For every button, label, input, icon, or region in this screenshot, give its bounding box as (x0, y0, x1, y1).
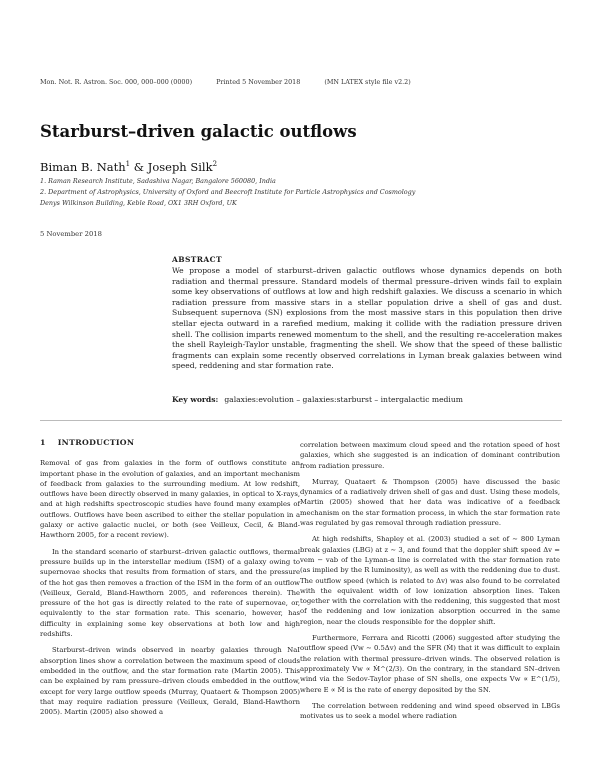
paragraph: At high redshifts, Shapley et al. (2003) studied a set of ∼ 800 Lyman break galaxies (LBG) at z ∼ 3, and found that the doppler shift speed Δv = vem − vab of the Lyman-α line is correlated with the star formation rate (as implied by the R luminosity), as well as with the reddening due to dust. The outflow speed (which is related to Δv) was also found to be correlated with the equivalent width of low ionization absorption lines. Taken together with the correlation with the reddening, this suggested that most of the reddening and low ionization absorption occurred in the same region, near the clouds responsible for the doppler shift. (300, 535, 560, 626)
section-title: INTRODUCTION (57, 438, 135, 447)
paragraph: correlation between maximum cloud speed and the rotation speed of host galaxies, which she suggested is an indication of dominant contribution from radiation pressure. (300, 441, 560, 470)
running-header (40, 78, 560, 86)
submission-date: 5 November 2018 (40, 230, 102, 238)
keywords-label: Key words: (172, 395, 219, 404)
divider (40, 420, 562, 421)
abstract-body: We propose a model of starburst–driven galactic outflows whose dynamics depends on both radiation and thermal pressure. Standard models of thermal pressure–driven winds fail to explain some key observations of outflows at low and high redshift galaxies. We discuss a scenario in which radiation pressure from massive stars in a stellar population drive a shell of gas and dust. Subsequent supernova (SN) explosions from the most massive stars in this population then drive stellar ejecta outward in a rarefied medium, making it collide with the radiation pressure driven shell. The collision imparts renewed momentum to the shell, and the resulting re-acceleration makes the shell Rayleigh-Taylor unstable, fragmenting the shell. We show that the speed of these ballistic fragments can explain some recently observed correlations in Lyman break galaxies between wind speed, reddening and star formation rate. (172, 266, 562, 371)
paragraph: The correlation between reddening and wind speed observed in LBGs motivates us to seek a model where radiation (300, 701, 560, 721)
journal-citation: Mon. Not. R. Astron. Soc. 000, 000–000 (0000) (40, 78, 193, 86)
author-name: Biman B. Nath (40, 160, 126, 174)
abstract (172, 255, 562, 372)
author-affil-mark: 2 (212, 160, 218, 169)
affiliation-line: Denys Wilkinson Building, Keble Road, OX1 3RH Oxford, UK (40, 199, 237, 207)
author-name: Joseph Silk (147, 160, 213, 174)
abstract-heading: ABSTRACT (172, 255, 222, 264)
keywords (172, 395, 562, 404)
affiliation-line: 2. Department of Astrophysics, University of Oxford and Beecroft Institute for Particle Astrophysics and Cosmology (40, 188, 416, 196)
right-column (300, 440, 560, 727)
paragraph: Furthermore, Ferrara and Ricotti (2006) suggested after studying the outflow speed (Vw ∼ 0.5Δv) and the SFR (Ṁ) that it was difficult to explain the relation with thermal pressure–driven winds. The observed relation is approximately Vw ∝ Ṁ^(2/3). On the contrary, in the standard SN–driven wind via the Sedov-Taylor phase of SN shells, one expects Vw ∝ E^(1/5), where E ∝ Ṁ is the rate of energy deposited by the SN. (300, 634, 560, 694)
author-affil-mark: 1 (125, 160, 131, 169)
keywords-text: galaxies:evolution – galaxies:starburst – intergalactic medium (224, 395, 463, 404)
paragraph: Murray, Quataert & Thompson (2005) have discussed the basic dynamics of a radiatively driven shell of gas and dust. Using these models, Martin (2005) showed that her data was indicative of a feedback mechanism on the star formation process, in which the star formation rate was regulated by gas removal through radiation pressure. (300, 477, 560, 528)
author-list (40, 160, 217, 174)
affiliations (40, 176, 560, 209)
paper-title: Starburst–driven galactic outflows (40, 122, 357, 141)
paragraph: Removal of gas from galaxies in the form of outflows constitute an important phase in the evolution of galaxies, and an important mechanism of feedback from galaxies to the surrounding medium. At low redshift, outflows have been directly observed in many galaxies, in optical to X-rays, and at high redshifts spectroscopic studies have found many examples of outflows. Outflows have been ascribed to either the stellar population in a galaxy or active galactic nuclei, or both (see Veilleux, Cecil, & Bland-Hawthorn 2005, for a recent review). (40, 459, 300, 540)
section-number: 1 (40, 438, 46, 447)
section-heading (40, 438, 300, 448)
printed-date: Printed 5 November 2018 (216, 78, 301, 86)
left-column (40, 438, 300, 723)
paragraph: Starburst–driven winds observed in nearby galaxies through NaI absorption lines show a correlation between the maximum speed of clouds embedded in the outflow, and the star formation rate (Martin 2005). This can be explained by ram pressure–driven clouds embedded in the outflow, except for very large outflow speeds (Murray, Quataert & Thompson 2005) that may require radiation pressure (Veilleux, Gerald, Bland-Hawthorn 2005). Martin (2005) also showed a (40, 646, 300, 717)
arxiv-stamp (8, 170, 38, 610)
author-separator: & (130, 160, 148, 174)
style-file: (MN LATEX style file v2.2) (324, 78, 411, 86)
paragraph: In the standard scenario of starburst–driven galactic outflows, thermal pressure builds up in the interstellar medium (ISM) of a galaxy owing to supernovae shocks that results from formation of stars, and the pressure of the hot gas then removes a fraction of the ISM in the form of an outflow (Veilleux, Gerald, Bland-Hawthorn 2005, and references therein). The pressure of the hot gas is directly related to the rate of supernovae, or, equivalently to the star formation rate. This scenario, however, has difficulty in explaining some key observations at both low and high redshifts. (40, 547, 300, 639)
affiliation-line: 1. Raman Research Institute, Sadashiva Nagar, Bangalore 560080, India (40, 177, 276, 185)
